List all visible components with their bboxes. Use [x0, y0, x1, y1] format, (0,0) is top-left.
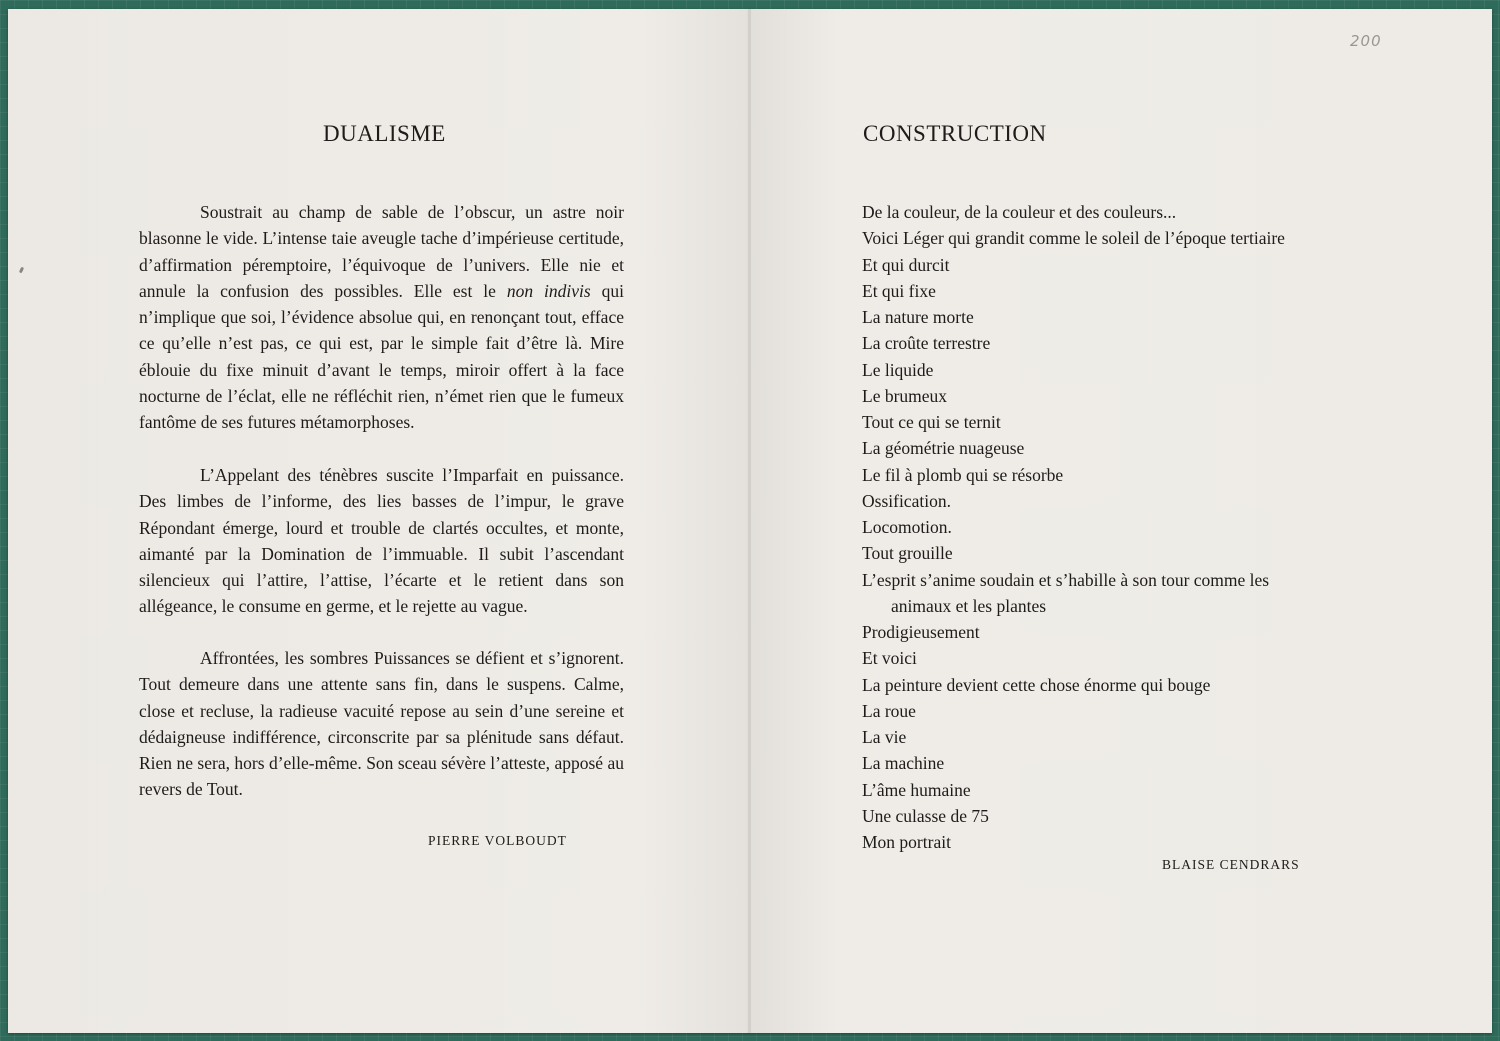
poem-line: Tout grouille: [862, 543, 953, 564]
poem-line: De la couleur, de la couleur et des couleurs...: [862, 202, 1177, 222]
handwritten-page-number: 200: [1350, 32, 1382, 50]
poem: [862, 199, 1402, 855]
right-page-title: CONSTRUCTION: [863, 121, 1047, 146]
left-page-title: DUALISME: [323, 121, 446, 146]
poem-line: Prodigieusement: [862, 622, 980, 642]
poem-line: L’esprit s’anime soudain et s’habille à son tour comme les: [862, 569, 1270, 590]
poem-line: Tout ce qui se ternit: [862, 412, 1001, 432]
poem-line: Et voici: [862, 648, 917, 669]
paragraph-2: [139, 462, 624, 620]
poem-line: Et qui durcit: [862, 254, 950, 275]
paper-speck: [19, 267, 24, 274]
paragraph-1-italic-text: non indivis: [506, 280, 591, 301]
paragraph-1-text-end: qui n’implique que soi, l’évidence absolue qui, en renonçant tout, efface ce qu’elle n’est pas, ce qui est, par le simple fait d’être là. Mire éblouie du fixe minuit d’avant le temps, miroir offert à la face nocturne de l’éclat, elle ne réfléchit rien, n’émet rien que le fumeux fantôme de ses futures métamorphoses.: [139, 280, 624, 433]
poem-line: Et qui fixe: [862, 280, 936, 301]
poem-line: L’âme humaine: [862, 779, 971, 800]
poem-line: Le brumeux: [862, 385, 948, 406]
poem-line: Une culasse de 75: [862, 805, 989, 826]
poem-line: Le fil à plomb qui se résorbe: [862, 464, 1064, 485]
right-page-author: BLAISE CENDRARS: [1162, 857, 1300, 872]
poem-line: La géométrie nuageuse: [862, 438, 1025, 459]
poem-line-continuation: animaux et les plantes: [891, 595, 1047, 616]
poem-line: La machine: [862, 753, 945, 774]
poem-line: Ossification.: [862, 490, 951, 511]
poem-line: La vie: [862, 727, 907, 747]
poem-line: La roue: [862, 700, 916, 721]
poem-line: Voici Léger qui grandit comme le soleil de l’époque tertiaire: [862, 228, 1285, 249]
poem-line: Le liquide: [862, 359, 934, 380]
poem-line: Mon portrait: [862, 832, 951, 852]
paragraph-3-text: Affrontées, les sombres Puissances se défient et s’ignorent. Tout demeure dans une attente sans fin, dans le suspens. Calme, close et recluse, la radieuse vacuité repose au sein d’une sereine et dédaigneuse indifférence, circonscrite par sa plénitude sans défaut. Rien ne sera, hors d’elle-même. Son sceau sévère l’atteste, apposé au revers de Tout.: [139, 648, 624, 800]
paragraph-3: [139, 645, 624, 803]
page-gutter: [748, 9, 751, 1033]
poem-line: Locomotion.: [862, 517, 952, 537]
paragraph-1-text-start: Soustrait au champ de sable de l’obscur, un astre noir blasonne le vide. L’intense taie aveugle tache d’impérieuse certitude, d’affirmation péremptoire, l’équivoque de l’univers. Elle nie et annule la confusion des possibles. Elle est le: [139, 202, 624, 301]
paragraph-2-text: L’Appelant des ténèbres suscite l’Imparfait en puissance. Des limbes de l’informe, des lies basses de l’impur, le grave Répondant émerge, lourd et trouble de clartés occultes, et monte, aimanté par la Domination de l’immuable. Il subit l’ascendant silencieux qui l’attire, l’attise, l’écarte et le retient dans son allégeance, le consume en germe, et le rejette au vague.: [139, 465, 624, 617]
poem-line: La peinture devient cette chose énorme qui bouge: [862, 674, 1211, 695]
poem-line: La nature morte: [862, 307, 974, 327]
poem-line: La croûte terrestre: [862, 333, 991, 354]
paragraph-1: [139, 199, 624, 436]
left-page-author: PIERRE VOLBOUDT: [428, 833, 567, 848]
